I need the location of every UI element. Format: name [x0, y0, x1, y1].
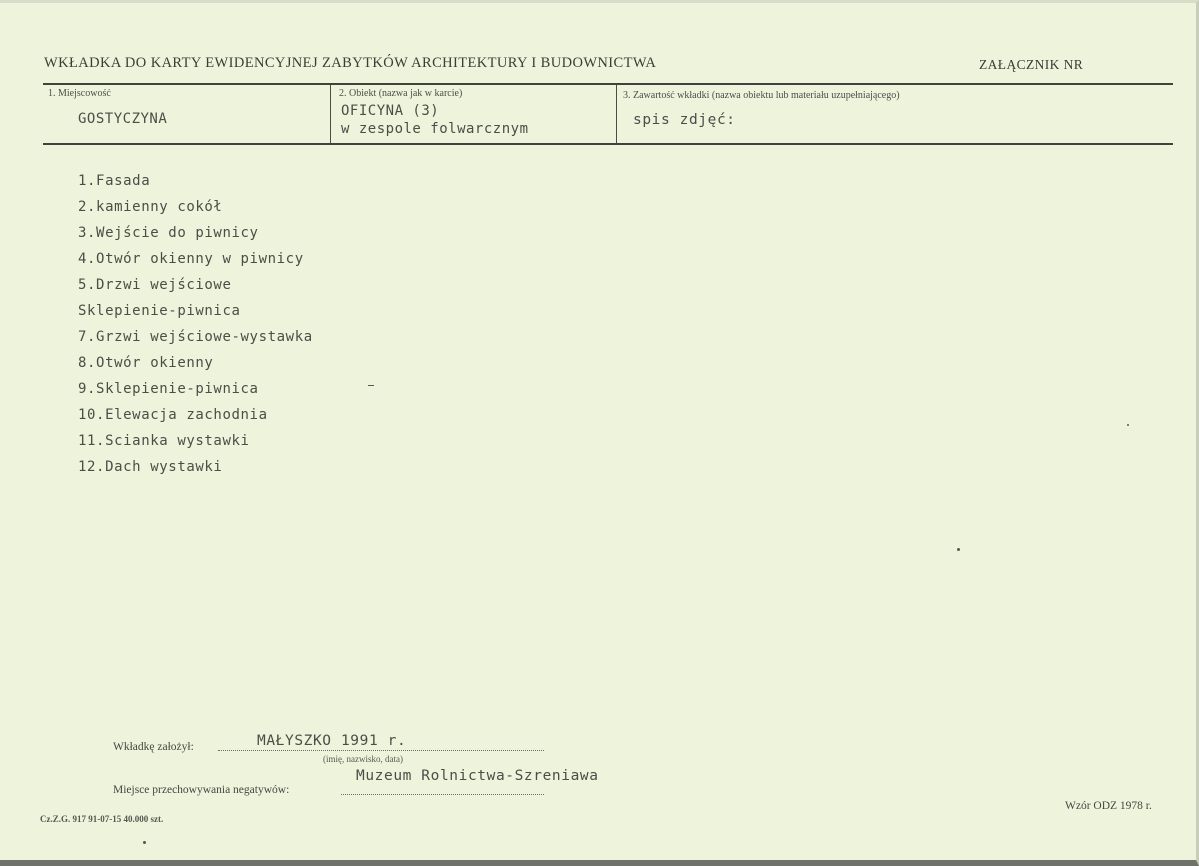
storage-value: Muzeum Rolnictwa-Szreniawa [356, 768, 599, 784]
photo-list [78, 171, 313, 483]
header-rule-top [43, 83, 1173, 85]
object-label: 2. Obiekt (nazwa jak w karcie) [339, 88, 463, 99]
author-value: MAŁYSZKO 1991 r. [257, 733, 407, 749]
locality-value: GOSTYCZYNA [78, 111, 168, 127]
list-item: 7.Grzwi wejściowe-wystawka [78, 329, 313, 345]
storage-label: Miejsce przechowywania negatywów: [113, 784, 290, 796]
list-item: 12.Dach wystawki [78, 459, 223, 475]
form-title: WKŁADKA DO KARTY EWIDENCYJNEJ ZABYTKÓW ARCHITEKTURY I BUDOWNICTWA [44, 55, 657, 71]
paper-speck [368, 385, 374, 386]
storage-dotted-line [341, 794, 544, 795]
object-name-line1: OFICYNA (3) [341, 103, 440, 119]
attachment-number-label: ZAŁĄCZNIK NR [979, 57, 1084, 72]
locality-label: 1. Miejscowość [48, 88, 111, 99]
list-item: 3.Wejście do piwnicy [78, 225, 259, 241]
paper-speck [957, 548, 960, 551]
contents-label: 3. Zawartość wkładki (nazwa obiektu lub materiału uzupełniającego) [623, 90, 900, 101]
column-divider-2 [616, 85, 617, 143]
list-item: 2.kamienny cokół [78, 199, 223, 215]
author-dotted-line [218, 750, 544, 751]
list-item: 1.Fasada [78, 173, 151, 189]
object-name-line2: w zespole folwarcznym [341, 121, 529, 137]
form-model: Wzór ODZ 1978 r. [1065, 800, 1152, 812]
author-label: Wkładkę założył: [113, 741, 194, 753]
header-rule-bottom [43, 143, 1173, 145]
author-hint: (imię, nazwisko, data) [323, 754, 403, 764]
list-item: 10.Elewacja zachodnia [78, 407, 268, 423]
list-item: 9.Sklepienie-piwnica [78, 381, 259, 397]
paper-speck [1127, 424, 1129, 426]
list-item: 8.Otwór okienny [78, 355, 214, 371]
paper-speck [143, 841, 146, 844]
print-info: Cz.Z.G. 917 91-07-15 40.000 szt. [40, 814, 164, 824]
contents-value: spis zdjęć: [633, 112, 736, 128]
list-item: 11.Scianka wystawki [78, 433, 250, 449]
column-divider-1 [330, 85, 331, 143]
list-item: 5.Drzwi wejściowe [78, 277, 232, 293]
list-item: 4.Otwór okienny w piwnicy [78, 251, 304, 267]
list-item: Sklepienie-piwnica [78, 303, 241, 319]
